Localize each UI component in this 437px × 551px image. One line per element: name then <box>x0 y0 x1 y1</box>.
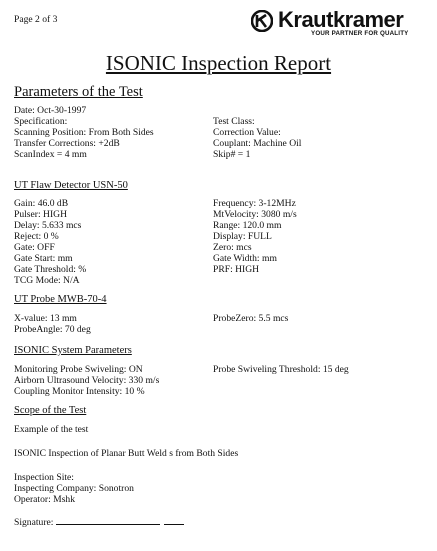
parameter-line: Probe Swiveling Threshold: 15 deg <box>213 364 349 375</box>
parameter-line: Display: FULL <box>213 231 272 242</box>
parameter-line: Frequency: 3-12MHz <box>213 198 296 209</box>
parameter-line: TCG Mode: N/A <box>14 275 80 286</box>
parameter-line: Skip# = 1 <box>213 149 251 160</box>
parameter-line: Transfer Corrections: +2dB <box>14 138 120 149</box>
site-line: Operator: Mshk <box>14 494 76 505</box>
parameter-line: Monitoring Probe Swiveling: ON <box>14 364 143 375</box>
system-right <box>213 364 349 375</box>
parameter-line: Airborn Ultrasound Velocity: 330 m/s <box>14 375 160 386</box>
parameters-left <box>14 105 154 160</box>
parameter-line: Gate Start: mm <box>14 253 73 264</box>
parameter-line: Gate Width: mm <box>213 253 277 264</box>
parameter-line: Scanning Position: From Both Sides <box>14 127 154 138</box>
parameter-line: Gate: OFF <box>14 242 55 253</box>
inspection-site-block <box>14 472 134 505</box>
parameter-line: Couplant: Machine Oil <box>213 138 302 149</box>
parameter-line: Coupling Monitor Intensity: 10 % <box>14 386 145 397</box>
parameter-line: Correction Value: <box>213 127 281 138</box>
flaw-detector-right <box>213 198 297 275</box>
parameter-line: Range: 120.0 mm <box>213 220 282 231</box>
probe-heading: UT Probe MWB-70-4 <box>14 294 107 305</box>
brand-tagline: YOUR PARTNER FOR QUALITY <box>311 30 409 37</box>
flaw-detector-heading: UT Flaw Detector USN-50 <box>14 180 128 191</box>
scope-description: ISONIC Inspection of Planar Butt Weld s from Both Sides <box>14 448 239 459</box>
parameter-line: Reject: 0 % <box>14 231 59 242</box>
scope-text: Example of the test <box>14 424 89 435</box>
signature-row <box>14 516 184 528</box>
report-title: ISONIC Inspection Report <box>105 51 332 75</box>
parameter-line: ProbeAngle: 70 deg <box>14 324 91 335</box>
parameter-line: Test Class: <box>213 116 255 127</box>
parameter-line: ProbeZero: 5.5 mcs <box>213 313 289 324</box>
parameter-line: Specification: <box>14 116 68 127</box>
parameters-right <box>213 116 301 160</box>
parameter-line: MtVelocity: 3080 m/s <box>213 209 297 220</box>
parameter-line: Gain: 46.0 dB <box>14 198 69 209</box>
parameters-heading: Parameters of the Test <box>14 84 143 100</box>
parameter-line: Delay: 5.633 mcs <box>14 220 82 231</box>
site-line: Inspecting Company: Sonotron <box>14 483 134 494</box>
signature-line[interactable] <box>56 516 160 525</box>
page-number: Page 2 of 3 <box>14 14 58 25</box>
parameter-line: Pulser: HIGH <box>14 209 68 220</box>
flaw-detector-left <box>14 198 86 286</box>
probe-left <box>14 313 91 335</box>
brand-logo <box>251 8 427 38</box>
scope-heading: Scope of the Test <box>14 405 87 416</box>
brand-name: Krautkramer <box>278 7 404 32</box>
parameter-line: Gate Threshold: % <box>14 264 87 275</box>
system-heading: ISONIC System Parameters <box>14 345 132 356</box>
site-line: Inspection Site: <box>14 472 74 483</box>
probe-right <box>213 313 288 324</box>
system-left <box>14 364 159 397</box>
parameter-line: PRF: HIGH <box>213 264 260 275</box>
signature-label: Signature: <box>14 517 54 528</box>
parameter-line: ScanIndex = 4 mm <box>14 149 87 160</box>
signature-line-short <box>164 516 184 525</box>
parameter-line: Date: Oct-30-1997 <box>14 105 87 116</box>
parameter-line: X-value: 13 mm <box>14 313 77 324</box>
krautkramer-logo-mark-icon <box>251 10 273 32</box>
parameter-line: Zero: mcs <box>213 242 252 253</box>
